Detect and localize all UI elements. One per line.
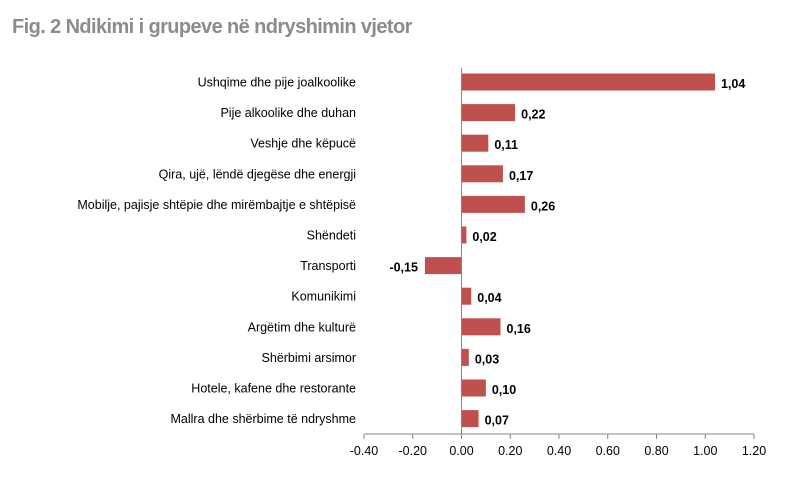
category-label: Veshje dhe këpucë — [250, 136, 356, 151]
labels-layer — [77, 76, 766, 459]
bar — [462, 74, 716, 91]
x-tick-label: 1.00 — [693, 444, 718, 458]
bar — [462, 104, 516, 121]
value-label: 0,03 — [474, 352, 500, 367]
bar — [462, 349, 469, 366]
category-label: Mallra dhe shërbime të ndryshme — [170, 412, 356, 427]
x-tick-label: -0.20 — [398, 444, 427, 458]
x-tick-label: 1.20 — [741, 444, 767, 458]
bar — [462, 196, 525, 213]
value-label: 0,07 — [484, 413, 509, 428]
category-label: Shëndeti — [306, 228, 356, 243]
bar — [462, 165, 503, 182]
category-label: Mobilje, pajisje shtëpie dhe mirëmbajtje e shtëpisë — [77, 197, 356, 212]
chart-title: Fig. 2 Ndikimi i grupeve në ndryshimin vjetor — [12, 16, 412, 38]
bar — [462, 318, 501, 335]
category-label: Pije alkoolike dhe duhan — [220, 106, 356, 121]
x-tick-label: -0.40 — [349, 444, 379, 458]
category-label: Shërbimi arsimor — [261, 350, 356, 365]
value-label: 0,04 — [477, 291, 502, 306]
bar — [462, 135, 489, 152]
bars-layer — [425, 74, 715, 428]
bar — [425, 257, 462, 274]
x-tick-label: 0.40 — [546, 444, 572, 458]
bar — [462, 410, 479, 427]
axis-layer — [364, 68, 754, 439]
x-tick-label: 0.20 — [498, 444, 523, 458]
value-label: 0,11 — [494, 138, 518, 153]
value-label: -0,15 — [389, 260, 418, 275]
value-label: 0,17 — [508, 168, 534, 183]
category-label: Hotele, kafene dhe restorante — [191, 381, 356, 396]
value-label: 0,16 — [506, 321, 531, 336]
bar — [462, 227, 467, 244]
value-label: 1,04 — [721, 77, 746, 91]
value-label: 0,10 — [491, 383, 517, 397]
value-label: 0,02 — [472, 230, 497, 244]
category-label: Qira, ujë, lëndë djegëse dhe energji — [158, 167, 356, 182]
category-label: Argëtim dhe kulturë — [247, 320, 356, 335]
x-tick-label: 0.60 — [595, 444, 620, 458]
value-label: 0,22 — [521, 107, 546, 122]
category-label: Transporti — [300, 259, 356, 274]
x-tick-label: 0.00 — [449, 444, 474, 458]
category-label: Komunikimi — [291, 289, 356, 304]
category-label: Ushqime dhe pije joalkoolike — [197, 75, 356, 90]
bar — [462, 380, 486, 397]
value-label: 0,26 — [530, 199, 556, 214]
bar — [462, 288, 472, 305]
x-tick-label: 0.80 — [644, 444, 669, 458]
